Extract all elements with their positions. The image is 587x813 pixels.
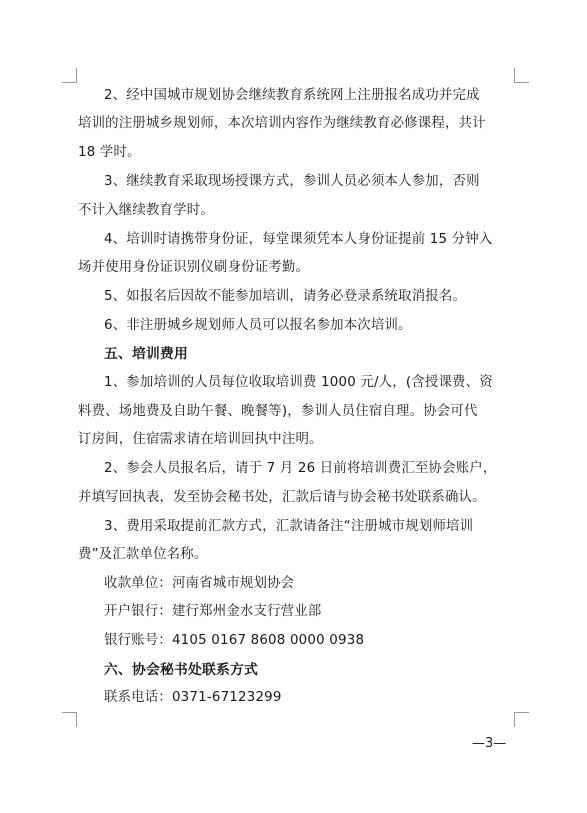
payee-line: 收款单位：河南省城市规划协会 [104,576,295,591]
paragraph-line: 费”及汇款单位名称。 [78,547,208,562]
paragraph-line: 培训的注册城乡规划师，本次培训内容作为继续教育必修课程，共计 [78,116,486,131]
crop-mark-top-right [514,68,529,83]
paragraph-line: 3、费用采取提前汇款方式，汇款请备注“注册城市规划师培训 [104,519,474,534]
paragraph-line: 订房间，住宿需求请在培训回执中注明。 [78,432,323,447]
crop-mark-bottom-right [514,712,529,727]
paragraph-line: 18 学时。 [78,145,141,160]
crop-mark-bottom-left [62,712,77,727]
paragraph-line: 4、培训时请携带身份证，每堂课须凭本人身份证提前 15 分钟入 [104,232,493,247]
page-number: —3— [472,736,507,751]
section-heading: 六、协会秘书处联系方式 [104,662,258,678]
paragraph-line: 2、参会人员报名后，请于 7 月 26 日前将培训费汇至协会账户， [104,461,497,476]
paragraph-line: 料费、场地费及自助午餐、晚餐等)，参训人员住宿自理。协会可代 [78,404,478,419]
section-heading: 五、培训费用 [104,346,188,362]
paragraph-line: 3、继续教育采取现场授课方式，参训人员必须本人参加，否则 [104,174,480,189]
paragraph-line: 不计入继续教育学时。 [78,203,214,218]
paragraph-line: 6、非注册城乡规划师人员可以报名参加本次培训。 [104,318,412,333]
phone-line: 联系电话：0371-67123299 [104,690,282,705]
paragraph-line: 1、参加培训的人员每位收取培训费 1000 元/人，(含授课费、资 [104,375,493,390]
paragraph-line: 场并使用身份证识别仪刷身份证考勤。 [78,260,310,275]
bank-line: 开户银行：建行郑州金水支行营业部 [104,604,322,619]
paragraph-line: 并填写回执表，发至协会秘书处，汇款后请与协会秘书处联系确认。 [78,490,486,505]
paragraph-line: 2、经中国城市规划协会继续教育系统网上注册报名成功并完成 [104,88,480,103]
account-line: 银行账号：4105 0167 8608 0000 0938 [104,633,365,648]
crop-mark-top-left [62,68,77,83]
paragraph-line: 5、如报名后因故不能参加培训，请务必登录系统取消报名。 [104,289,467,304]
